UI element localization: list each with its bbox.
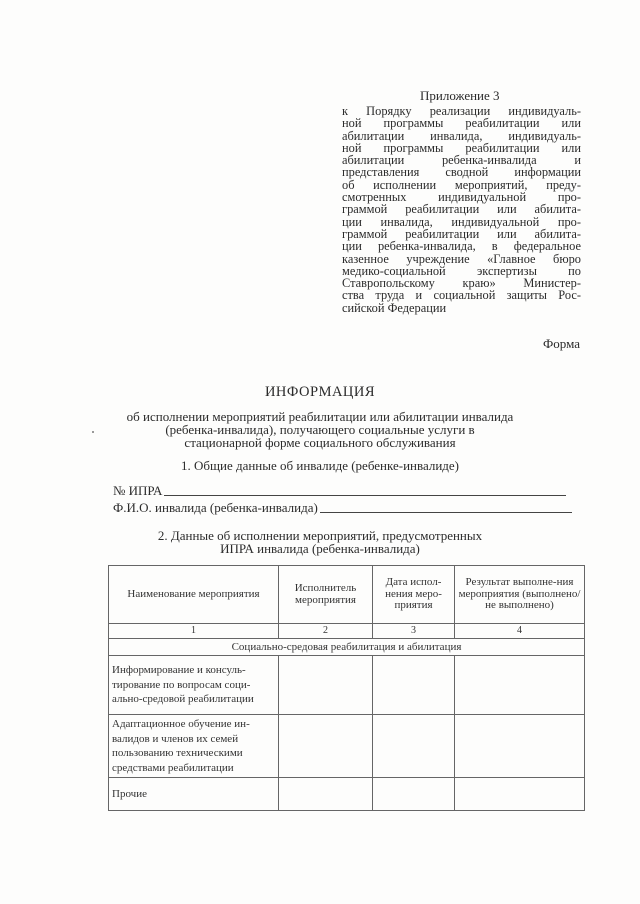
appendix-line: ции ребенка-инвалида, в федеральное bbox=[342, 239, 581, 254]
ipra-number-label: № ИПРА bbox=[113, 483, 163, 498]
column-number: 1 bbox=[109, 624, 279, 639]
appendix-line: к Порядку реализации индивидуаль- bbox=[342, 104, 581, 118]
subtitle-line: об исполнении мероприятий реабилитации или абилитации инвалида bbox=[126, 409, 514, 424]
result-cell[interactable] bbox=[455, 656, 585, 715]
table-section-row bbox=[109, 639, 585, 656]
section-2-title-line: 2. Данные об исполнении мероприятий, предусмотренных bbox=[157, 528, 483, 543]
measure-name-cell: Адаптационное обучение ин-валидов и членов их семей пользованию техническими средствами реабилитации bbox=[109, 715, 279, 778]
table-row bbox=[109, 656, 585, 715]
table-section-label: Социально-средовая реабилитация и абилитация bbox=[109, 639, 585, 656]
full-name-label: Ф.И.О. инвалида (ребенка-инвалида) bbox=[113, 500, 318, 515]
measure-name-cell: Прочие bbox=[109, 778, 279, 811]
appendix-line: об исполнении мероприятий, преду- bbox=[342, 177, 581, 192]
column-number: 2 bbox=[279, 624, 373, 639]
appendix-line: смотренных индивидуальной про- bbox=[342, 190, 581, 205]
result-cell[interactable] bbox=[455, 778, 585, 811]
date-cell[interactable] bbox=[373, 715, 455, 778]
appendix-line: ной программы реабилитации или bbox=[342, 140, 581, 155]
executor-cell[interactable] bbox=[279, 778, 373, 811]
column-number: 3 bbox=[373, 624, 455, 639]
appendix-line: ции инвалида, индивидуальной про- bbox=[342, 214, 581, 229]
executor-cell[interactable] bbox=[279, 656, 373, 715]
header-result: Результат выполне-ния мероприятия (выполнено/ не выполнено) bbox=[455, 566, 585, 624]
appendix-line: абилитации ребенка-инвалида и bbox=[342, 153, 581, 168]
full-name-blank-line[interactable] bbox=[320, 512, 572, 513]
date-cell[interactable] bbox=[373, 778, 455, 811]
ipra-number-field bbox=[113, 483, 566, 499]
column-number: 4 bbox=[455, 624, 585, 639]
header-executor: Исполнитель мероприятия bbox=[279, 566, 373, 624]
appendix-text bbox=[342, 105, 581, 314]
form-label: Форма bbox=[543, 336, 580, 351]
date-cell[interactable] bbox=[373, 656, 455, 715]
appendix-line: медико-социальной экспертизы по bbox=[342, 263, 581, 278]
appendix-title: Приложение 3 bbox=[420, 88, 500, 103]
appendix-line: представления сводной информации bbox=[342, 165, 581, 180]
executor-cell[interactable] bbox=[279, 715, 373, 778]
table-header-row bbox=[109, 566, 585, 624]
scan-speck bbox=[92, 431, 94, 433]
section-2-title-line: ИПРА инвалида (ребенка-инвалида) bbox=[220, 541, 420, 556]
column-number-row bbox=[109, 624, 585, 639]
appendix-line: ства труда и социальной защиты Рос- bbox=[342, 288, 581, 303]
appendix-line: граммой реабилитации или абилита- bbox=[342, 202, 581, 217]
header-measure-name: Наименование мероприятия bbox=[109, 566, 279, 624]
section-1-title: 1. Общие данные об инвалиде (ребенке-инвалиде) bbox=[180, 458, 460, 473]
appendix-line: абилитации инвалида, индивидуаль- bbox=[342, 128, 581, 143]
document-heading: ИНФОРМАЦИЯ bbox=[264, 384, 376, 400]
subtitle-line: (ребенка-инвалида), получающего социальные услуги в bbox=[165, 422, 475, 437]
measure-name-cell: Информирование и консуль-тирование по вопросам соци-ально-средовой реабилитации bbox=[109, 656, 279, 715]
appendix-line: граммой реабилитации или абилита- bbox=[342, 226, 581, 241]
subtitle-line: стационарной форме социального обслуживания bbox=[184, 435, 456, 450]
ipra-number-blank-line[interactable] bbox=[164, 495, 566, 496]
header-completion-date: Дата испол-нения меро-приятия bbox=[373, 566, 455, 624]
appendix-line: ной программы реабилитации или bbox=[342, 116, 581, 131]
table-row bbox=[109, 715, 585, 778]
appendix-line: казенное учреждение «Главное бюро bbox=[342, 251, 581, 266]
result-cell[interactable] bbox=[455, 715, 585, 778]
full-name-field bbox=[113, 500, 572, 516]
appendix-line: сийской Федерации bbox=[342, 300, 447, 315]
measures-table bbox=[108, 565, 585, 811]
table-row bbox=[109, 778, 585, 811]
appendix-line: Ставропольскому краю» Министер- bbox=[342, 276, 581, 291]
